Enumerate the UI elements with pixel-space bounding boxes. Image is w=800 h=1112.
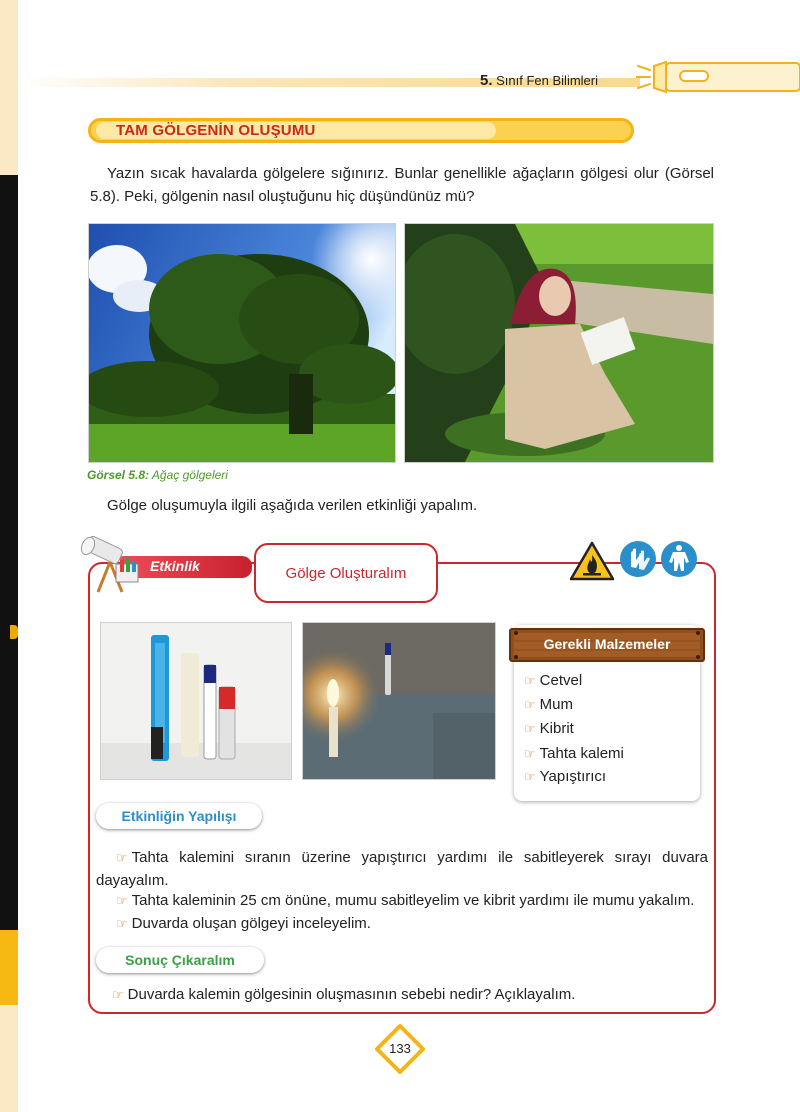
activity-tab-label: Etkinlik [150,558,200,574]
figure-caption [87,468,228,482]
subject-name: Sınıf Fen Bilimleri [496,73,599,88]
edge-strip-bottom [0,1005,18,1112]
procedure-step: ☞ Tahta kalemini sıranın üzerine yapıştırıcı yardımı ile sabitleyerek sırayı duvara dayayalım. [96,849,708,889]
book-title [480,72,598,89]
candle-photo [302,622,496,780]
page-number: 133 [389,1041,411,1056]
figure-text: Ağaç gölgeleri [151,468,228,482]
hand-pointer-icon: ☞ [524,769,536,784]
gloves-icon [619,540,657,578]
result-title: Sonuç Çıkaralım [125,952,235,968]
protective-suit-icon [660,540,698,578]
hand-pointer-icon: ☞ [524,697,536,712]
intro-paragraph: Yazın sıcak havalarda gölgelere sığınırız. Bunlar genellikle ağaçların gölgesi olur (Görsel 5.8). Peki, gölgenin nasıl oluştuğunu hiç düşündünüz mü? [90,165,714,205]
candle-image [303,623,495,779]
activity-title: Gölge Oluşturalım [285,565,407,582]
edge-strip-top [0,0,18,175]
material-item: ☞ Yapıştırıcı [524,768,607,785]
hand-pointer-icon: ☞ [116,893,128,908]
edge-strip-dark [0,175,18,930]
section-title: TAM GÖLGENİN OLUŞUMU [116,122,316,139]
hand-pointer-icon: ☞ [524,746,536,761]
material-item: ☞ Mum [524,696,573,713]
procedure-title: Etkinliğin Yapılışı [121,808,237,824]
material-item: ☞ Tahta kalemi [524,745,624,762]
materials-title: Gerekli Malzemeler [543,636,671,652]
fire-warning-icon [569,541,615,581]
materials-photo [100,622,292,780]
edge-notch [10,625,18,639]
procedure-step: ☞ Tahta kaleminin 25 cm önüne, mumu sabitleyelim ve kibrit yardımı ile mumu yakalım. [116,892,695,909]
figure-label: Görsel 5.8: [87,468,150,482]
hand-pointer-icon: ☞ [524,673,536,688]
girl-reading-photo [404,223,714,463]
procedure-step: ☞ Duvarda oluşan gölgeyi inceleyelim. [116,915,371,932]
hand-pointer-icon: ☞ [112,987,124,1002]
telescope-icon [76,536,146,596]
hand-pointer-icon: ☞ [116,850,128,865]
material-item: ☞ Kibrit [524,720,574,737]
lead-paragraph: Gölge oluşumuyla ilgili aşağıda verilen etkinliği yapalım. [107,497,478,514]
hand-pointer-icon: ☞ [524,721,536,736]
result-question: ☞ Duvarda kalemin gölgesinin oluşmasının sebebi nedir? Açıklayalım. [112,986,576,1003]
materials-image [101,623,291,779]
flashlight-icon [636,60,800,94]
girl-image [405,224,713,462]
edge-strip-yellow [0,930,18,1005]
material-item: ☞ Cetvel [524,672,583,689]
hand-pointer-icon: ☞ [116,916,128,931]
tree-image [89,224,395,462]
tree-photo [88,223,396,463]
grade-number: 5. [480,72,493,89]
